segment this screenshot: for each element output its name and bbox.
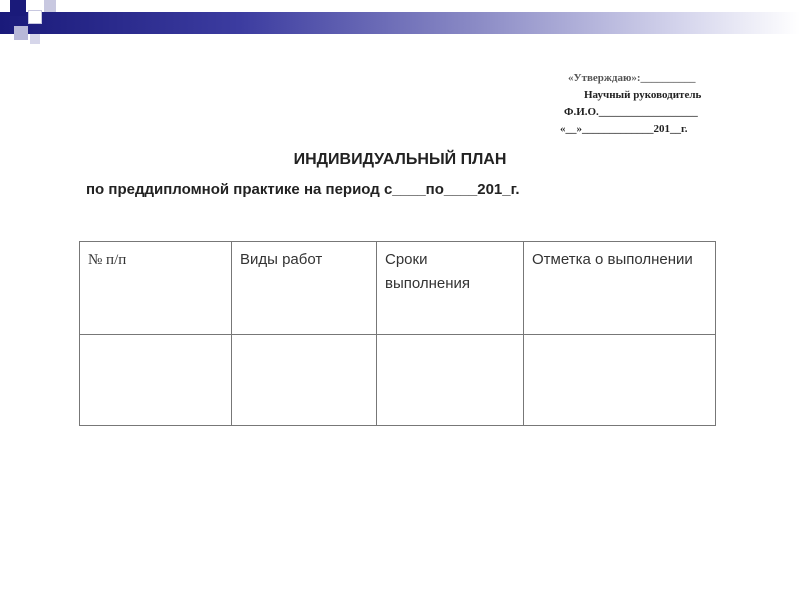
header-gradient-bar xyxy=(0,12,800,34)
header-cell-work-types: Виды работ xyxy=(232,242,377,335)
table-cell xyxy=(377,335,524,426)
table-cell xyxy=(524,335,716,426)
approval-line-date: «__»_____________201__г. xyxy=(560,123,688,135)
header-cell-deadlines: Сроки выполнения xyxy=(377,242,524,335)
table-cell xyxy=(232,335,377,426)
decorative-square xyxy=(14,26,28,40)
header-cell-number: № п/п xyxy=(80,242,232,335)
plan-table xyxy=(79,241,716,426)
approval-block xyxy=(560,72,745,140)
decorative-square xyxy=(10,0,26,16)
table-header-row xyxy=(80,242,716,335)
document-title: ИНДИВИДУАЛЬНЫЙ ПЛАН xyxy=(293,151,507,168)
approval-line-approve: «Утверждаю»:__________ xyxy=(568,72,696,84)
decorative-square xyxy=(30,34,40,44)
table-row xyxy=(80,335,716,426)
decorative-square xyxy=(28,10,42,24)
document-subtitle: по преддипломной практике на период с____по____201_г. xyxy=(86,181,520,198)
decorative-square xyxy=(44,0,56,12)
approval-line-name: Ф.И.О.__________________ xyxy=(564,106,698,118)
approval-line-supervisor: Научный руководитель xyxy=(584,89,702,101)
header-cell-completion-mark: Отметка о выполнении xyxy=(524,242,716,335)
table-cell xyxy=(80,335,232,426)
